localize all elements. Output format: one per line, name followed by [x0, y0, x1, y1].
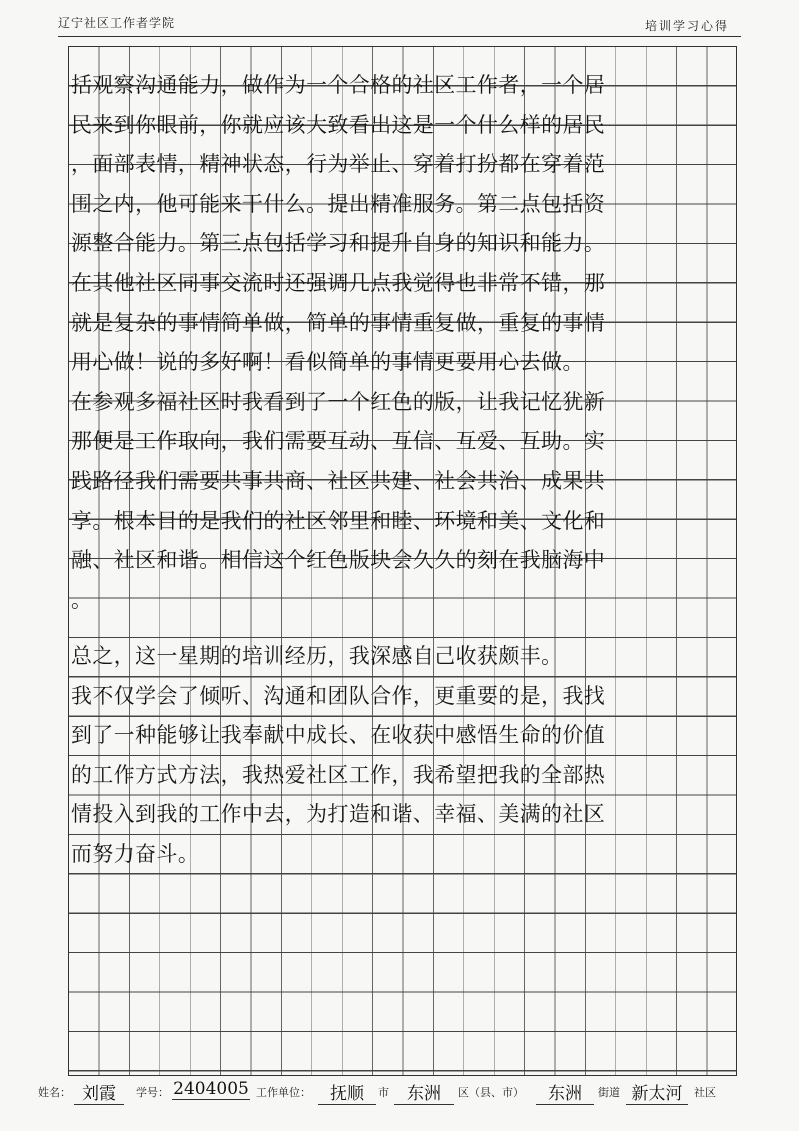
text-line: 那便是工作取向，我们需要互动、互信、互爱、互助。实	[71, 429, 606, 454]
header-rule	[58, 36, 741, 37]
document-type: 培训学习心得	[644, 19, 729, 33]
text-line: 到了一种能够让我奉献中成长、在收获中感悟生命的价值	[71, 723, 606, 748]
text-line: 源整合能力。第三点包括学习和提升自身的知识和能力。	[71, 231, 606, 256]
street-suffix: 街道	[598, 1086, 620, 1099]
text-line: 融、社区和谐。相信这个红色版块会久久的刻在我脑海中	[71, 548, 606, 573]
text-line: 情投入到我的工作中去，为打造和谐、幸福、美满的社区	[71, 802, 606, 827]
name-value: 刘霞	[74, 1079, 124, 1105]
text-line: 在其他社区同事交流时还强调几点我觉得也非常不错，那	[71, 271, 606, 295]
district-value: 东洲	[394, 1079, 454, 1105]
student-id-label: 学号：	[136, 1086, 169, 1099]
writing-grid	[68, 46, 737, 1076]
text-line: ，面部表情，精神状态，行为举止、穿着打扮都在穿着范	[71, 152, 606, 177]
page-footer	[0, 1078, 799, 1118]
name-label: 姓名：	[38, 1086, 71, 1099]
text-line: 围之内，他可能来干什么。提出精准服务。第二点包括资	[71, 191, 606, 216]
text-line: 享。根本目的是我们的社区邻里和睦、环境和美、文化和	[71, 508, 606, 533]
text-line: 的工作方式方法，我热爱社区工作，我希望把我的全部热	[71, 762, 606, 787]
community-suffix: 社区	[694, 1086, 716, 1099]
text-line: 践路径我们需要共事共商、社区共建、社会共治、成果共	[71, 469, 606, 493]
text-line: 。	[71, 587, 93, 612]
street-value: 东洲	[536, 1079, 594, 1105]
community-value: 新太河	[626, 1079, 688, 1105]
city-suffix: 市	[378, 1086, 389, 1099]
text-line: 我不仅学会了倾听、沟通和团队合作，更重要的是，我找	[71, 683, 606, 708]
work-unit-label: 工作单位：	[256, 1086, 311, 1099]
text-line: 括观察沟通能力，做作为一个合格的社区工作者，一个居	[71, 73, 606, 97]
student-id-value: 2404005	[173, 1079, 249, 1099]
text-line: 民来到你眼前，你就应该大致看出这是一个什么样的居民	[71, 112, 606, 137]
text-line: 总之，这一星期的培训经历，我深感自己收获颇丰。	[71, 644, 563, 668]
city-value: 抚顺	[318, 1079, 376, 1105]
text-line: 用心做！说的多好啊！看似简单的事情更要用心去做。	[71, 350, 584, 375]
page-header	[0, 0, 799, 40]
text-line: 而努力奋斗。	[71, 842, 200, 866]
institution-name: 辽宁社区工作者学院	[58, 16, 176, 30]
district-suffix: 区（县、市）	[458, 1086, 524, 1099]
text-line: 就是复杂的事情简单做，简单的事情重复做，重复的事情	[71, 310, 606, 335]
text-line: 在参观多福社区时我看到了一个红色的版，让我记忆犹新	[71, 389, 606, 414]
